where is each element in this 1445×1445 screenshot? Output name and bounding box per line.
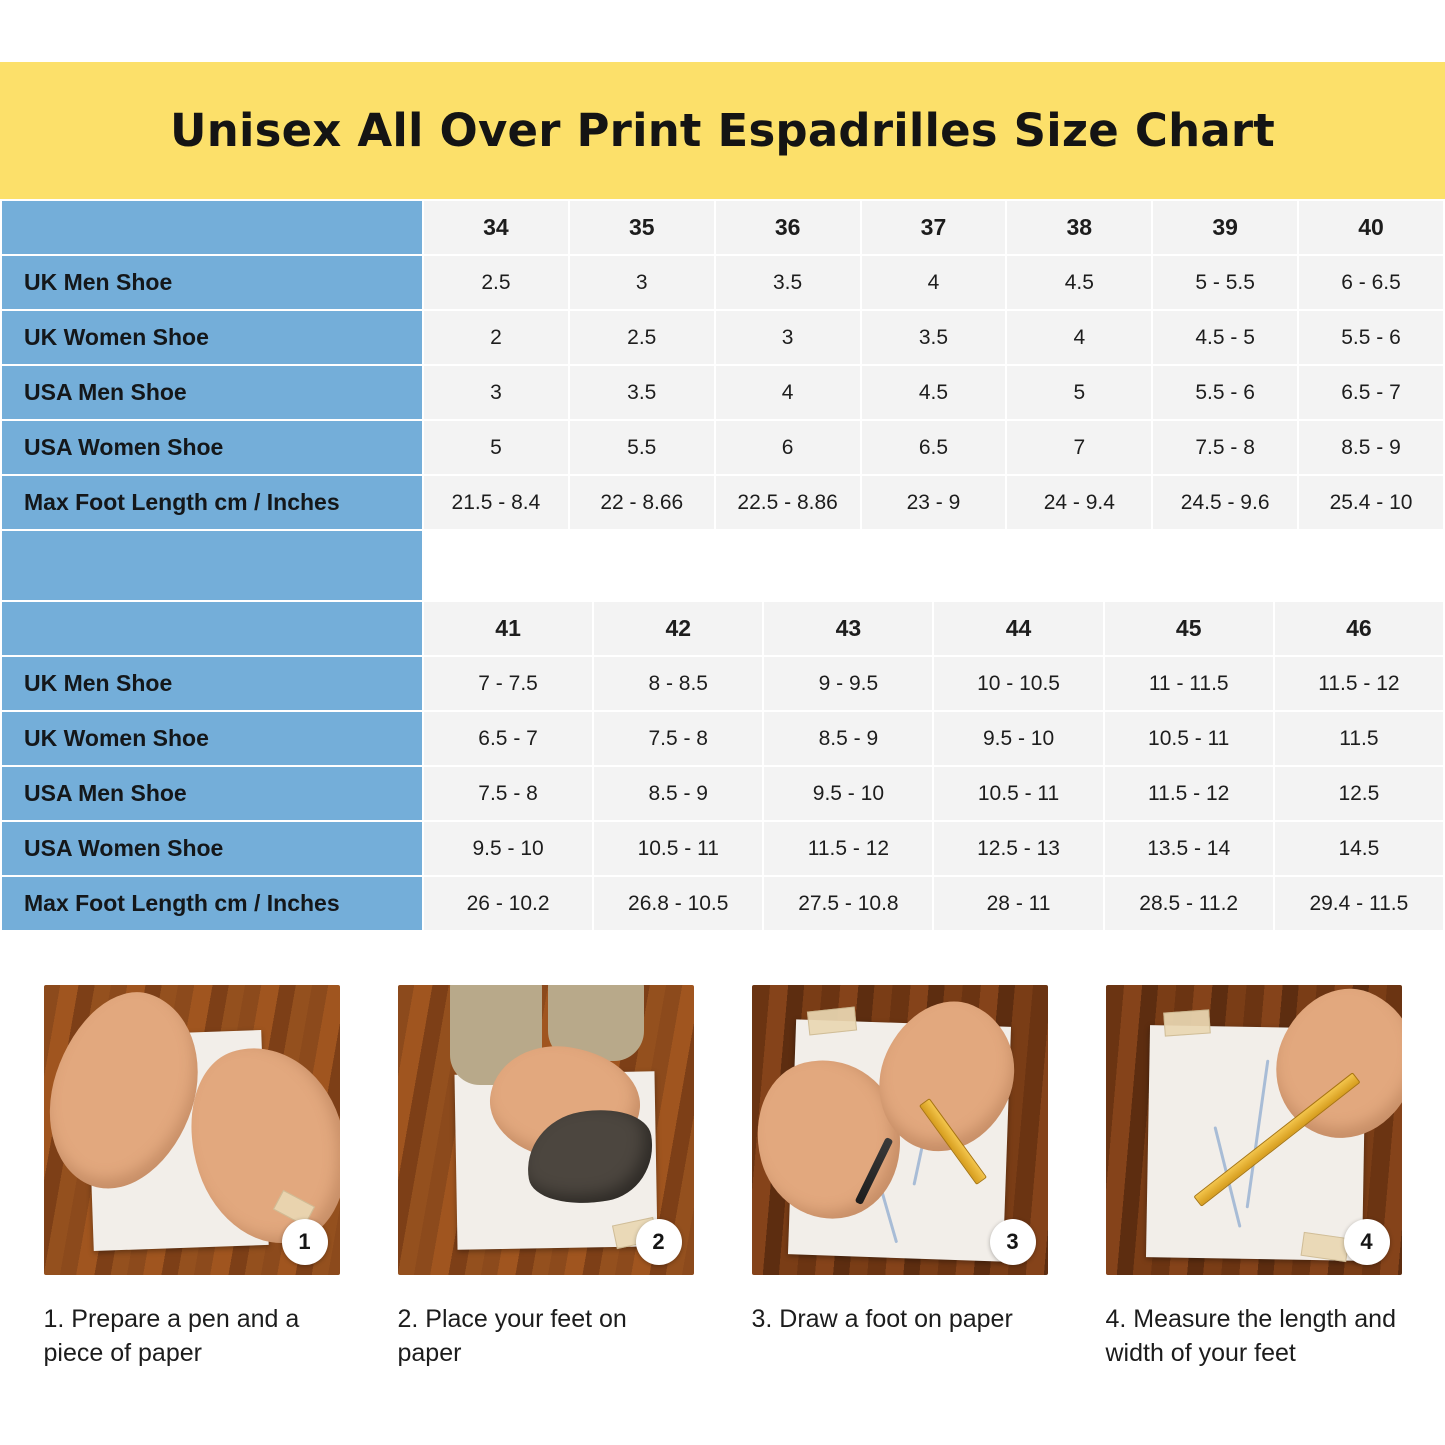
cell: 27.5 - 10.8: [763, 876, 933, 931]
table-header-row: [1, 601, 1444, 656]
table-row: [1, 656, 1444, 711]
cell: 14.5: [1274, 821, 1444, 876]
column-header-34: 34: [423, 200, 569, 255]
cell: 24 - 9.4: [1006, 475, 1152, 530]
cell: 8.5 - 9: [1298, 420, 1444, 475]
cell: 7.5 - 8: [423, 766, 593, 821]
tape-piece: [1163, 1009, 1211, 1036]
page-title: Unisex All Over Print Espadrilles Size Chart: [169, 104, 1275, 157]
cell: 3.5: [861, 310, 1007, 365]
column-header-35: 35: [569, 200, 715, 255]
cell: 25.4 - 10: [1298, 475, 1444, 530]
row-label-max-foot-length: Max Foot Length cm / Inches: [1, 475, 423, 530]
column-header-40: 40: [1298, 200, 1444, 255]
cell: 7.5 - 8: [1152, 420, 1298, 475]
cell: 8.5 - 9: [593, 766, 763, 821]
cell: 8 - 8.5: [593, 656, 763, 711]
cell: 11.5 - 12: [1104, 766, 1274, 821]
step-2-caption: 2. Place your feet on paper: [397, 1305, 627, 1367]
cell: 21.5 - 8.4: [423, 475, 569, 530]
spacer-cell: [1, 530, 423, 606]
cell: 4: [715, 365, 861, 420]
table-row: [1, 711, 1444, 766]
cell: 3: [569, 255, 715, 310]
cell: 26 - 10.2: [423, 876, 593, 931]
cell: 29.4 - 11.5: [1274, 876, 1444, 931]
title-banner: [0, 62, 1445, 199]
cell: 9.5 - 10: [423, 821, 593, 876]
cell: 2: [423, 310, 569, 365]
row-label-uk-men: UK Men Shoe: [1, 255, 423, 310]
size-table-bottom-wrapper: [0, 600, 1445, 932]
row-label-uk-women: UK Women Shoe: [1, 711, 423, 766]
size-table-top-wrapper: [0, 199, 1445, 607]
cell: 3: [715, 310, 861, 365]
cell: 9.5 - 10: [763, 766, 933, 821]
column-header-46: 46: [1274, 601, 1444, 656]
cell: 2.5: [423, 255, 569, 310]
size-table-bottom: [0, 600, 1445, 932]
step-2-photo: [398, 985, 694, 1275]
row-label-uk-women: UK Women Shoe: [1, 310, 423, 365]
cell: 26.8 - 10.5: [593, 876, 763, 931]
step-number-badge: 1: [282, 1219, 328, 1265]
table-row: [1, 365, 1444, 420]
column-header-43: 43: [763, 601, 933, 656]
row-label-usa-women: USA Women Shoe: [1, 821, 423, 876]
cell: 11 - 11.5: [1104, 656, 1274, 711]
table-row: [1, 310, 1444, 365]
cell: 11.5: [1274, 711, 1444, 766]
column-header-44: 44: [933, 601, 1103, 656]
cell: 4.5: [861, 365, 1007, 420]
row-label-usa-men: USA Men Shoe: [1, 365, 423, 420]
row-label-max-foot-length: Max Foot Length cm / Inches: [1, 876, 423, 931]
size-table-top: [0, 199, 1445, 607]
step-number-badge: 3: [990, 1219, 1036, 1265]
cell: 5: [1006, 365, 1152, 420]
table-row: [1, 821, 1444, 876]
cell: 10.5 - 11: [933, 766, 1103, 821]
step-number-badge: 4: [1344, 1219, 1390, 1265]
cell: 9.5 - 10: [933, 711, 1103, 766]
step-4: [1106, 985, 1402, 1371]
cell: 8.5 - 9: [763, 711, 933, 766]
cell: 4: [861, 255, 1007, 310]
row-label-usa-women: USA Women Shoe: [1, 420, 423, 475]
cell: 5 - 5.5: [1152, 255, 1298, 310]
cell: 5.5 - 6: [1152, 365, 1298, 420]
cell: 5.5 - 6: [1298, 310, 1444, 365]
step-4-photo: [1106, 985, 1402, 1275]
row-label-usa-men: USA Men Shoe: [1, 766, 423, 821]
column-header-41: 41: [423, 601, 593, 656]
cell: 2.5: [569, 310, 715, 365]
cell: 11.5 - 12: [763, 821, 933, 876]
column-header-36: 36: [715, 200, 861, 255]
row-label-uk-men: UK Men Shoe: [1, 656, 423, 711]
cell: 10.5 - 11: [593, 821, 763, 876]
cell: 4: [1006, 310, 1152, 365]
cell: 3.5: [569, 365, 715, 420]
cell: 22 - 8.66: [569, 475, 715, 530]
cell: 5: [423, 420, 569, 475]
cell: 6.5 - 7: [1298, 365, 1444, 420]
table-row: [1, 475, 1444, 530]
cell: 10 - 10.5: [933, 656, 1103, 711]
table-row: [1, 766, 1444, 821]
cell: 3.5: [715, 255, 861, 310]
cell: 28 - 11: [933, 876, 1103, 931]
tape-piece: [806, 1007, 856, 1036]
cell: 24.5 - 9.6: [1152, 475, 1298, 530]
column-header-42: 42: [593, 601, 763, 656]
column-header-39: 39: [1152, 200, 1298, 255]
cell: 7.5 - 8: [593, 711, 763, 766]
cell: 9 - 9.5: [763, 656, 933, 711]
step-number-badge: 2: [636, 1219, 682, 1265]
cell: 4.5: [1006, 255, 1152, 310]
step-3: [752, 985, 1048, 1371]
cell: 28.5 - 11.2: [1104, 876, 1274, 931]
step-1-caption: 1. Prepare a pen and a piece of paper: [43, 1305, 300, 1367]
column-header-45: 45: [1104, 601, 1274, 656]
cell: 7: [1006, 420, 1152, 475]
cell: 5.5: [569, 420, 715, 475]
cell: 7 - 7.5: [423, 656, 593, 711]
measuring-steps: [0, 985, 1445, 1371]
step-1: [44, 985, 340, 1371]
cell: 23 - 9: [861, 475, 1007, 530]
cell: 6: [715, 420, 861, 475]
table-row: [1, 876, 1444, 931]
cell: 3: [423, 365, 569, 420]
cell: 22.5 - 8.86: [715, 475, 861, 530]
table-header-row: [1, 200, 1444, 255]
cell: 10.5 - 11: [1104, 711, 1274, 766]
cell: 12.5: [1274, 766, 1444, 821]
cell: 6 - 6.5: [1298, 255, 1444, 310]
step-1-photo: [44, 985, 340, 1275]
step-3-photo: [752, 985, 1048, 1275]
table-corner-cell: [1, 601, 423, 656]
cell: 6.5 - 7: [423, 711, 593, 766]
step-4-caption: 4. Measure the length and width of your feet: [1105, 1305, 1396, 1367]
column-header-37: 37: [861, 200, 1007, 255]
cell: 13.5 - 14: [1104, 821, 1274, 876]
spacer-cell: [423, 530, 1444, 606]
cell: 4.5 - 5: [1152, 310, 1298, 365]
table-spacer-row: [1, 530, 1444, 606]
column-header-38: 38: [1006, 200, 1152, 255]
table-corner-cell: [1, 200, 423, 255]
step-2: [398, 985, 694, 1371]
table-row: [1, 420, 1444, 475]
cell: 12.5 - 13: [933, 821, 1103, 876]
cell: 6.5: [861, 420, 1007, 475]
table-row: [1, 255, 1444, 310]
step-3-caption: 3. Draw a foot on paper: [751, 1305, 1013, 1333]
cell: 11.5 - 12: [1274, 656, 1444, 711]
